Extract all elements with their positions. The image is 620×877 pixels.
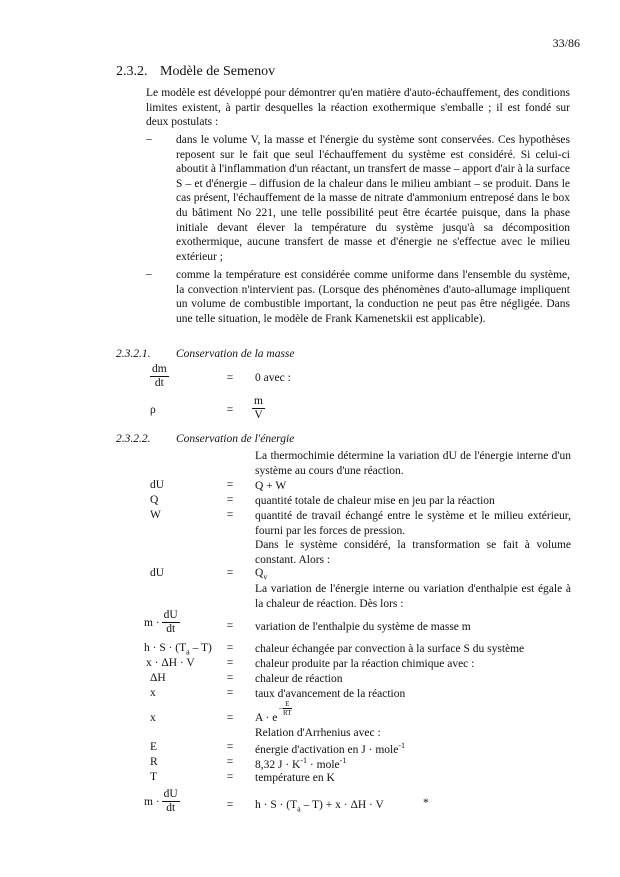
- convection-definition: chaleur échangée par convection à la surface S du système: [255, 643, 525, 655]
- postulate-1: dans le volume V, la masse et l'énergie du système sont conservées. Ces hypothèses reposent sur le fait que seul l'échauffement du système est considéré. Si celui-ci aboutit à l'inflammation d'un réactant, un transfert de masse – apport d'air à la surface S – et d'énergie – diffusion de la chaleur dans le milieu ambiant – se produit. Dans le cas présent, l'échauffement de la masse de nitrate d'ammonium entreposé dans le box du bâtiment No 221, une telle possibilité peut être écartée puisque, dans la phase initiale devant élever la température du système jusqu'à sa décomposition exothermique, aucune transfert de masse et d'énergie ne s'effectue avec le milieu extérieur ;: [176, 134, 570, 263]
- page-number: 33/86: [552, 36, 580, 50]
- w-definition: quantité de travail échangé entre le système et le milieu extérieur, fourni par les forces de pression.: [255, 510, 571, 537]
- eq1-rhs: 0 avec :: [255, 372, 291, 384]
- symbol-r: R: [150, 756, 158, 768]
- symbol-delta-h: ΔH: [150, 672, 166, 684]
- equals-sign: =: [226, 712, 234, 724]
- delta-h-definition: chaleur de réaction: [255, 673, 343, 685]
- enthalpy-variation: variation de l'enthalpie du système de masse m: [255, 621, 471, 633]
- fraction-denominator: dt: [154, 377, 164, 389]
- final-equation-rhs: $h \cdot S \cdot (T_a - T) + x \cdot \Delta H \cdot V$: [255, 799, 384, 814]
- equals-sign: =: [226, 404, 234, 416]
- equals-sign: =: [226, 756, 234, 768]
- equals-sign: =: [226, 620, 234, 632]
- bullet-dash: –: [146, 268, 152, 280]
- subsection-title: Conservation de la masse: [176, 348, 295, 360]
- symbol-du: dU: [150, 479, 165, 491]
- arrhenius-formula: A · e – $\frac{E}{RT}$: [255, 700, 292, 724]
- t-definition: température en K: [255, 772, 335, 784]
- symbol-x: x: [150, 712, 156, 724]
- bullet-dash: –: [146, 133, 152, 145]
- production-term: x · ΔH · V: [146, 657, 195, 669]
- footnote-star: *: [423, 797, 429, 809]
- equals-sign: =: [226, 567, 234, 579]
- eq-final-lhs: m · $\frac{dU}{dt}$: [144, 788, 178, 814]
- subsection-number: 2.3.2.1.: [116, 348, 151, 360]
- r-definition: 8,32 $J \cdot K^{-1}$ · mole$^{-1}$: [255, 756, 347, 771]
- equals-sign: =: [226, 509, 234, 521]
- section-number: 2.3.2.: [116, 64, 148, 79]
- equals-sign: =: [226, 672, 234, 684]
- postulate-2: comme la température est considérée comme uniforme dans l'ensemble du système, la convection n'intervient pas. (Lorsque des phénomènes d'auto-allumage impliquent un volume de combustible important, la conduction ne peut pas être négligée. Dans une telle situation, le modèle de Frank Kamenetskii est applicable).: [176, 269, 570, 325]
- equals-sign: =: [226, 741, 234, 753]
- equals-sign: =: [226, 494, 234, 506]
- equals-sign: =: [226, 657, 234, 669]
- section-title: Modèle de Semenov: [160, 64, 276, 79]
- subsection-heading-mass: [116, 348, 295, 360]
- symbol-x: x: [150, 687, 156, 699]
- qv-value: $Q_v$: [255, 567, 268, 582]
- q-definition: quantité totale de chaleur mise en jeu par la réaction: [255, 495, 495, 507]
- subsection-title: Conservation de l'énergie: [176, 433, 295, 445]
- subsection-number: 2.3.2.2.: [116, 433, 151, 445]
- volume-note: Dans le système considéré, la transformation se fait à volume constant. Alors :: [255, 539, 571, 566]
- equals-sign: =: [226, 372, 234, 384]
- symbol-t: T: [150, 771, 158, 783]
- e-definition: énergie d'activation en J · mole$^{-1}$: [255, 741, 405, 756]
- x-definition: taux d'avancement de la réaction: [255, 688, 406, 700]
- eq-m-du-dt: m · $\frac{dU}{dt}$: [144, 609, 178, 635]
- section-heading: [116, 64, 275, 80]
- symbol-q: Q: [150, 494, 159, 506]
- symbol-w: W: [150, 509, 161, 521]
- rho-symbol: ρ: [150, 404, 156, 416]
- symbol-du: dU: [150, 567, 165, 579]
- intro-paragraph: Le modèle est développé pour démontrer qu'en matière d'auto-échauffement, des conditions limites existent, à partir desquelles la réaction exothermique s'emballe ; il est fondé sur deux postulats :: [146, 87, 570, 129]
- equals-sign: =: [226, 771, 234, 783]
- equals-sign: =: [226, 799, 234, 811]
- convection-term: $h \cdot S \cdot (T_a - T)$: [144, 642, 212, 657]
- eq-m-over-v: [252, 395, 265, 422]
- enthalpy-note: La variation de l'énergie interne ou variation d'enthalpie est égale à la chaleur de réaction. Dès lors :: [255, 583, 571, 610]
- arrhenius-label: Relation d'Arrhenius avec :: [255, 727, 381, 739]
- energy-intro: La thermochimie détermine la variation dU de l'énergie interne d'un système au cours d'une réaction.: [255, 450, 571, 477]
- fraction-numerator: dm: [152, 363, 167, 375]
- eq-dm-dt: [150, 363, 169, 390]
- fraction-denominator: V: [254, 409, 263, 421]
- equals-sign: =: [226, 479, 234, 491]
- symbol-e: E: [150, 741, 158, 753]
- du-definition: Q + W: [255, 480, 287, 492]
- subsection-heading-energy: [116, 433, 294, 445]
- equals-sign: =: [226, 642, 234, 654]
- production-definition: chaleur produite par la réaction chimique avec :: [255, 658, 475, 670]
- fraction-numerator: m: [254, 395, 263, 407]
- equals-sign: =: [226, 687, 234, 699]
